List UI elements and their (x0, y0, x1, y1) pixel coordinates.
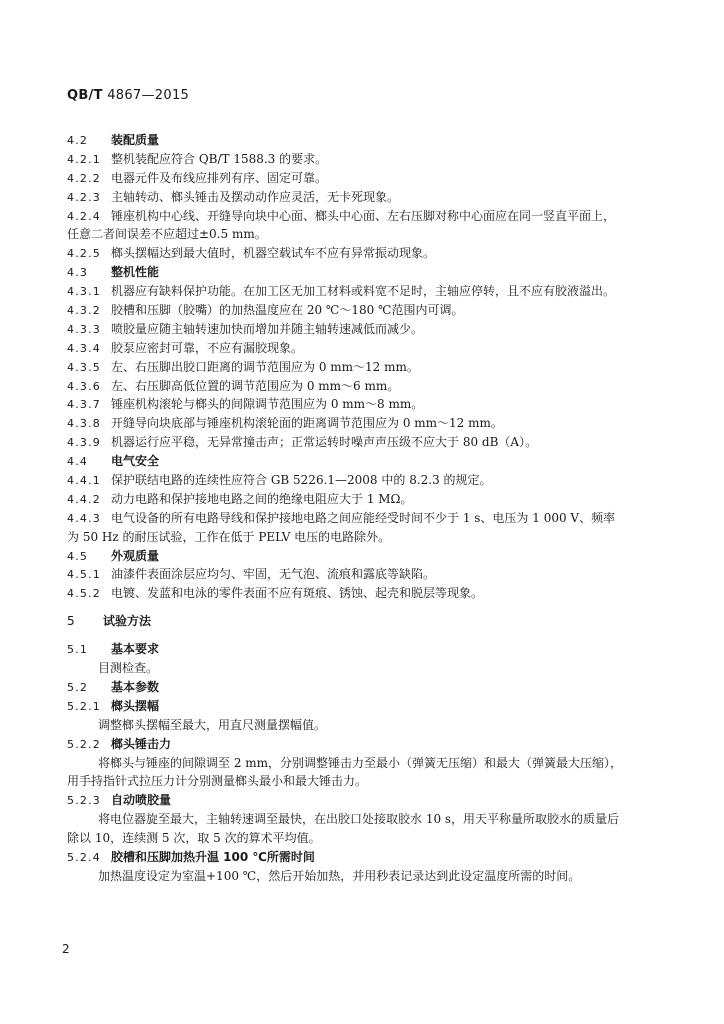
clause-number: 5.2.4 (67, 850, 101, 864)
section-heading (67, 131, 667, 150)
clause-item (67, 169, 667, 188)
clause-text: 榔头锤击力 (111, 736, 172, 751)
clause-number: 5.2.1 (67, 699, 101, 713)
clause-text: 整机性能 (111, 265, 160, 280)
section-heading (67, 848, 667, 867)
clause-text: 试验方法 (103, 614, 152, 629)
clause-number: 4.3.8 (67, 417, 101, 431)
clause-text: 整机装配应符合 QB/T 1588.3 的要求。 (111, 151, 328, 166)
clause-number: 4.3.1 (67, 285, 101, 299)
clause-number: 4.2.2 (67, 171, 101, 185)
clause-number: 4.2.3 (67, 190, 101, 204)
clause-number: 4.2.1 (67, 152, 101, 166)
clause-item (67, 188, 667, 207)
clause-text: 油漆件表面涂层应均匀、牢固，无气泡、流痕和露底等缺陷。 (111, 567, 436, 582)
clause-number: 4.3.7 (67, 398, 101, 412)
clause-text: 左、右压脚出胶口距离的调节范围应为 0 mm～12 mm。 (111, 359, 419, 374)
clause-item (67, 565, 667, 584)
continuation-line (67, 829, 667, 848)
section-gap (67, 603, 667, 612)
clause-number: 4.2.4 (67, 209, 101, 223)
clause-text: 机器运行应平稳，无异常撞击声；正常运转时噪声声压级不应大于 80 dB（A）。 (111, 435, 538, 450)
clause-text: 将电位器旋至最大，主轴转速调至最快，在出胶口处接取胶水 10 s，用天平称量所取胶水的质量后 (98, 812, 620, 827)
clause-item (67, 584, 667, 603)
clause-text: 为 50 Hz 的耐压试验，工作在低于 PELV 电压的电路除外。 (67, 529, 391, 544)
clause-text: 将榔头与锤座的间隙调至 2 mm，分别调整锤击力至最小（弹簧无压缩）和最大（弹簧最大压缩）， (98, 755, 623, 770)
clause-text: 锤座机构滚轮与榔头的间隙调节范围应为 0 mm～8 mm。 (111, 397, 424, 412)
clause-text: 主轴转动、榔头锤击及摆动动作应灵活，无卡死现象。 (111, 189, 400, 204)
standard-number: 4867—2015 (107, 88, 190, 103)
clause-text: 机器应有缺料保护功能。在加工区无加工材料或料宽不足时，主轴应停转，且不应有胶液溢出。 (111, 284, 616, 299)
clause-item (67, 433, 667, 452)
section-heading (67, 640, 667, 659)
clause-item (67, 377, 667, 396)
clause-item (67, 471, 667, 490)
clause-item (67, 414, 667, 433)
clause-item (67, 339, 667, 358)
document-header (67, 88, 189, 103)
clause-text: 胶泵应密封可靠，不应有漏胶现象。 (111, 340, 304, 355)
clause-number: 4.3.6 (67, 379, 101, 393)
clause-number: 4.3.2 (67, 304, 101, 318)
body-paragraph (67, 810, 667, 829)
chapter-heading (67, 612, 667, 631)
clause-item (67, 320, 667, 339)
page-number: 2 (62, 942, 70, 956)
body-paragraph (67, 716, 667, 735)
body-paragraph (67, 867, 667, 886)
clause-number: 5.2.3 (67, 794, 101, 808)
continuation-line (67, 225, 667, 244)
section-gap (67, 631, 667, 640)
clause-number: 4.2 (67, 134, 89, 147)
clause-number: 5.1 (67, 643, 89, 657)
clause-text: 开缝导向块底部与锤座机构滚轮面的距离调节范围应为 0 mm～12 mm。 (111, 416, 503, 431)
document-body (67, 131, 667, 886)
clause-number: 4.3.4 (67, 341, 101, 355)
clause-text: 除以 10，连续测 5 次，取 5 次的算术平均值。 (67, 831, 321, 846)
body-paragraph (67, 754, 667, 773)
clause-number: 4.4.2 (67, 492, 101, 506)
clause-item (67, 395, 667, 414)
clause-number: 4.5 (67, 549, 89, 563)
clause-number: 4.4.1 (67, 474, 101, 488)
clause-text: 调整榔头摆幅至最大，用直尺测量摆幅值。 (98, 717, 327, 732)
standard-code: QB/T (67, 88, 103, 103)
clause-text: 电气安全 (111, 454, 160, 469)
clause-text: 保护联结电路的连续性应符合 GB 5226.1—2008 中的 8.2.3 的规定。 (111, 473, 492, 488)
clause-number: 4.3.3 (67, 322, 101, 336)
clause-item (67, 282, 667, 301)
clause-text: 锤座机构中心线、开缝导向块中心面、榔头中心面、左右压脚对称中心面应在同一竖直平面上， (111, 208, 616, 223)
clause-number: 4.3.5 (67, 360, 101, 374)
section-heading (67, 678, 667, 697)
clause-item (67, 244, 667, 263)
clause-item (67, 150, 667, 169)
clause-item (67, 207, 667, 226)
body-paragraph (67, 659, 667, 678)
clause-number: 4.2.5 (67, 247, 101, 261)
clause-text: 基本参数 (111, 679, 160, 694)
section-heading (67, 791, 667, 810)
clause-number: 4.5.1 (67, 568, 101, 582)
continuation-line (67, 772, 667, 791)
continuation-line (67, 528, 667, 547)
clause-number: 4.4 (67, 455, 89, 469)
clause-text: 胶槽和压脚（胶嘴）的加热温度应在 20 ℃～180 ℃范围内可调。 (111, 303, 464, 318)
section-heading (67, 547, 667, 566)
section-heading (67, 735, 667, 754)
clause-text: 用手持指针式拉压力计分别测量榔头最小和最大锤击力。 (67, 774, 368, 789)
clause-item (67, 358, 667, 377)
clause-text: 装配质量 (111, 133, 160, 147)
clause-text: 加热温度设定为室温+100 ℃，然后开始加热，并用秒表记录达到此设定温度所需的时间。 (98, 868, 581, 883)
clause-text: 喷胶量应随主轴转速加快而增加并随主轴转速减低而减少。 (111, 321, 424, 336)
clause-item (67, 509, 667, 528)
clause-text: 动力电路和保护接地电路之间的绝缘电阻应大于 1 MΩ。 (111, 491, 413, 506)
clause-item (67, 490, 667, 509)
clause-text: 任意二者间误差不应超过±0.5 mm。 (67, 227, 267, 242)
clause-text: 目测检查。 (98, 661, 159, 676)
clause-number: 4.5.2 (67, 587, 101, 601)
clause-number: 4.3 (67, 266, 89, 280)
clause-number: 5.2.2 (67, 737, 101, 751)
clause-text: 外观质量 (111, 548, 160, 563)
clause-text: 电器元件及布线应排列有序、固定可靠。 (111, 170, 328, 185)
clause-text: 基本要求 (111, 642, 160, 657)
clause-item (67, 301, 667, 320)
clause-text: 自动喷胶量 (111, 793, 172, 808)
clause-number: 4.4.3 (67, 511, 101, 525)
clause-text: 榔头摆幅 (111, 698, 160, 713)
clause-text: 左、右压脚高低位置的调节范围应为 0 mm～6 mm。 (111, 378, 400, 393)
clause-text: 电镀、发蓝和电泳的零件表面不应有斑痕、锈蚀、起壳和脱层等现象。 (111, 586, 484, 601)
clause-number: 5.2 (67, 680, 89, 694)
section-heading (67, 697, 667, 716)
clause-number: 4.3.9 (67, 436, 101, 450)
section-heading (67, 452, 667, 471)
section-heading (67, 263, 667, 282)
clause-text: 榔头摆幅达到最大值时，机器空载试车不应有异常振动现象。 (111, 246, 436, 261)
clause-text: 电气设备的所有电路导线和保护接地电路之间应能经受时间不少于 1 s、电压为 1 000 V、频率 (111, 510, 616, 525)
clause-text: 胶槽和压脚加热升温 100 ℃所需时间 (111, 849, 315, 864)
clause-number: 5 (67, 614, 76, 629)
